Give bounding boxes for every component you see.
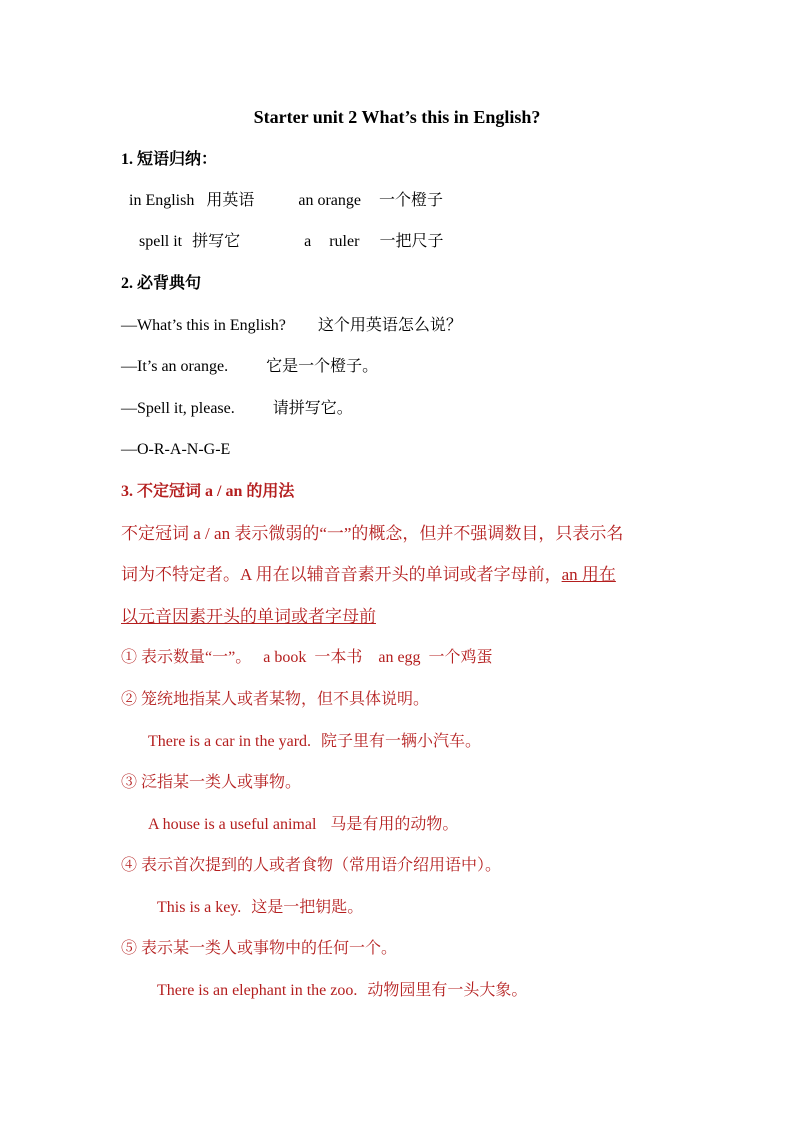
usage-3-label: ③ 泛指某一类人或事物。: [121, 774, 302, 791]
phrase-en: a ruler: [304, 233, 360, 250]
usage-label: ① 表示数量“一”。: [121, 649, 252, 666]
example-en: This is a key.: [157, 899, 242, 916]
sentence-en: —What’s this in English?: [121, 317, 286, 334]
section3-heading: 3. 不定冠词 a / an 的用法: [121, 483, 295, 500]
example-cn: 动物园里有一头大象。: [367, 982, 528, 999]
sentence-4: [121, 440, 230, 460]
example-en: a book: [263, 649, 307, 666]
sentence-en: —It’s an orange.: [121, 358, 229, 375]
sentence-cn: 这个用英语怎么说？: [317, 317, 462, 334]
phrase-en: in English: [129, 192, 195, 209]
usage-5-example: [157, 981, 527, 1001]
example-en: an egg: [378, 649, 421, 666]
page-title: Starter unit 2 What’s this in English?: [253, 107, 541, 127]
example-cn: 这是一把钥匙。: [251, 899, 364, 916]
phrase-row-2: [139, 232, 443, 252]
phrase-cn: 拼写它: [192, 233, 241, 250]
example-cn: 一本书: [314, 649, 363, 666]
usage-5-label: ⑤ 表示某一类人或事物中的任何一个。: [121, 940, 398, 957]
example-cn: 院子里有一辆小汽车。: [321, 733, 482, 750]
sentence-1: [121, 316, 462, 336]
sentence-cn: 它是一个橙子。: [266, 358, 379, 375]
usage-2-label: ② 笼统地指某人或者某物，但不具体说明。: [121, 691, 430, 708]
usage-4-label: ④ 表示首次提到的人或者食物（常用语介绍用语中）。: [121, 857, 502, 874]
sentence-en: —O-R-A-N-G-E: [121, 441, 231, 458]
intro-underlined-text: an 用在: [561, 565, 616, 584]
phrase-cn: 用英语: [206, 192, 255, 209]
phrase-en: spell it: [139, 233, 183, 250]
section2-heading: 2. 必背典句: [121, 275, 202, 292]
usage-4-example: [157, 898, 363, 918]
section3-intro-line3: 以元音因素开头的单词或者字母前: [121, 607, 376, 626]
example-en: A house is a useful animal: [148, 816, 317, 833]
example-en: There is a car in the yard.: [148, 733, 312, 750]
example-en: There is an elephant in the zoo.: [157, 982, 358, 999]
section3-intro-line2: [121, 565, 616, 585]
sentence-en: —Spell it, please.: [121, 400, 235, 417]
phrase-cn: 一个橙子: [379, 192, 444, 209]
phrase-cn: 一把尺子: [379, 233, 444, 250]
sentence-3: [121, 399, 353, 419]
section3-intro-line1: 不定冠词 a / an 表示微弱的“一”的概念，但并不强调数目，只表示名: [121, 524, 624, 543]
usage-1: [121, 648, 493, 668]
intro-text: 词为不特定者。A 用在以辅音音素开头的单词或者字母前，: [121, 565, 562, 584]
sentence-2: [121, 357, 378, 377]
usage-2-example: [148, 732, 481, 752]
section1-heading: 1. 短语归纳：: [121, 151, 218, 168]
sentence-cn: 请拼写它。: [272, 400, 353, 417]
phrase-en: an orange: [298, 192, 361, 209]
usage-3-example: [148, 815, 458, 835]
phrase-row-1: [129, 191, 443, 211]
example-cn: 一个鸡蛋: [428, 649, 493, 666]
example-cn: 马是有用的动物。: [330, 816, 459, 833]
